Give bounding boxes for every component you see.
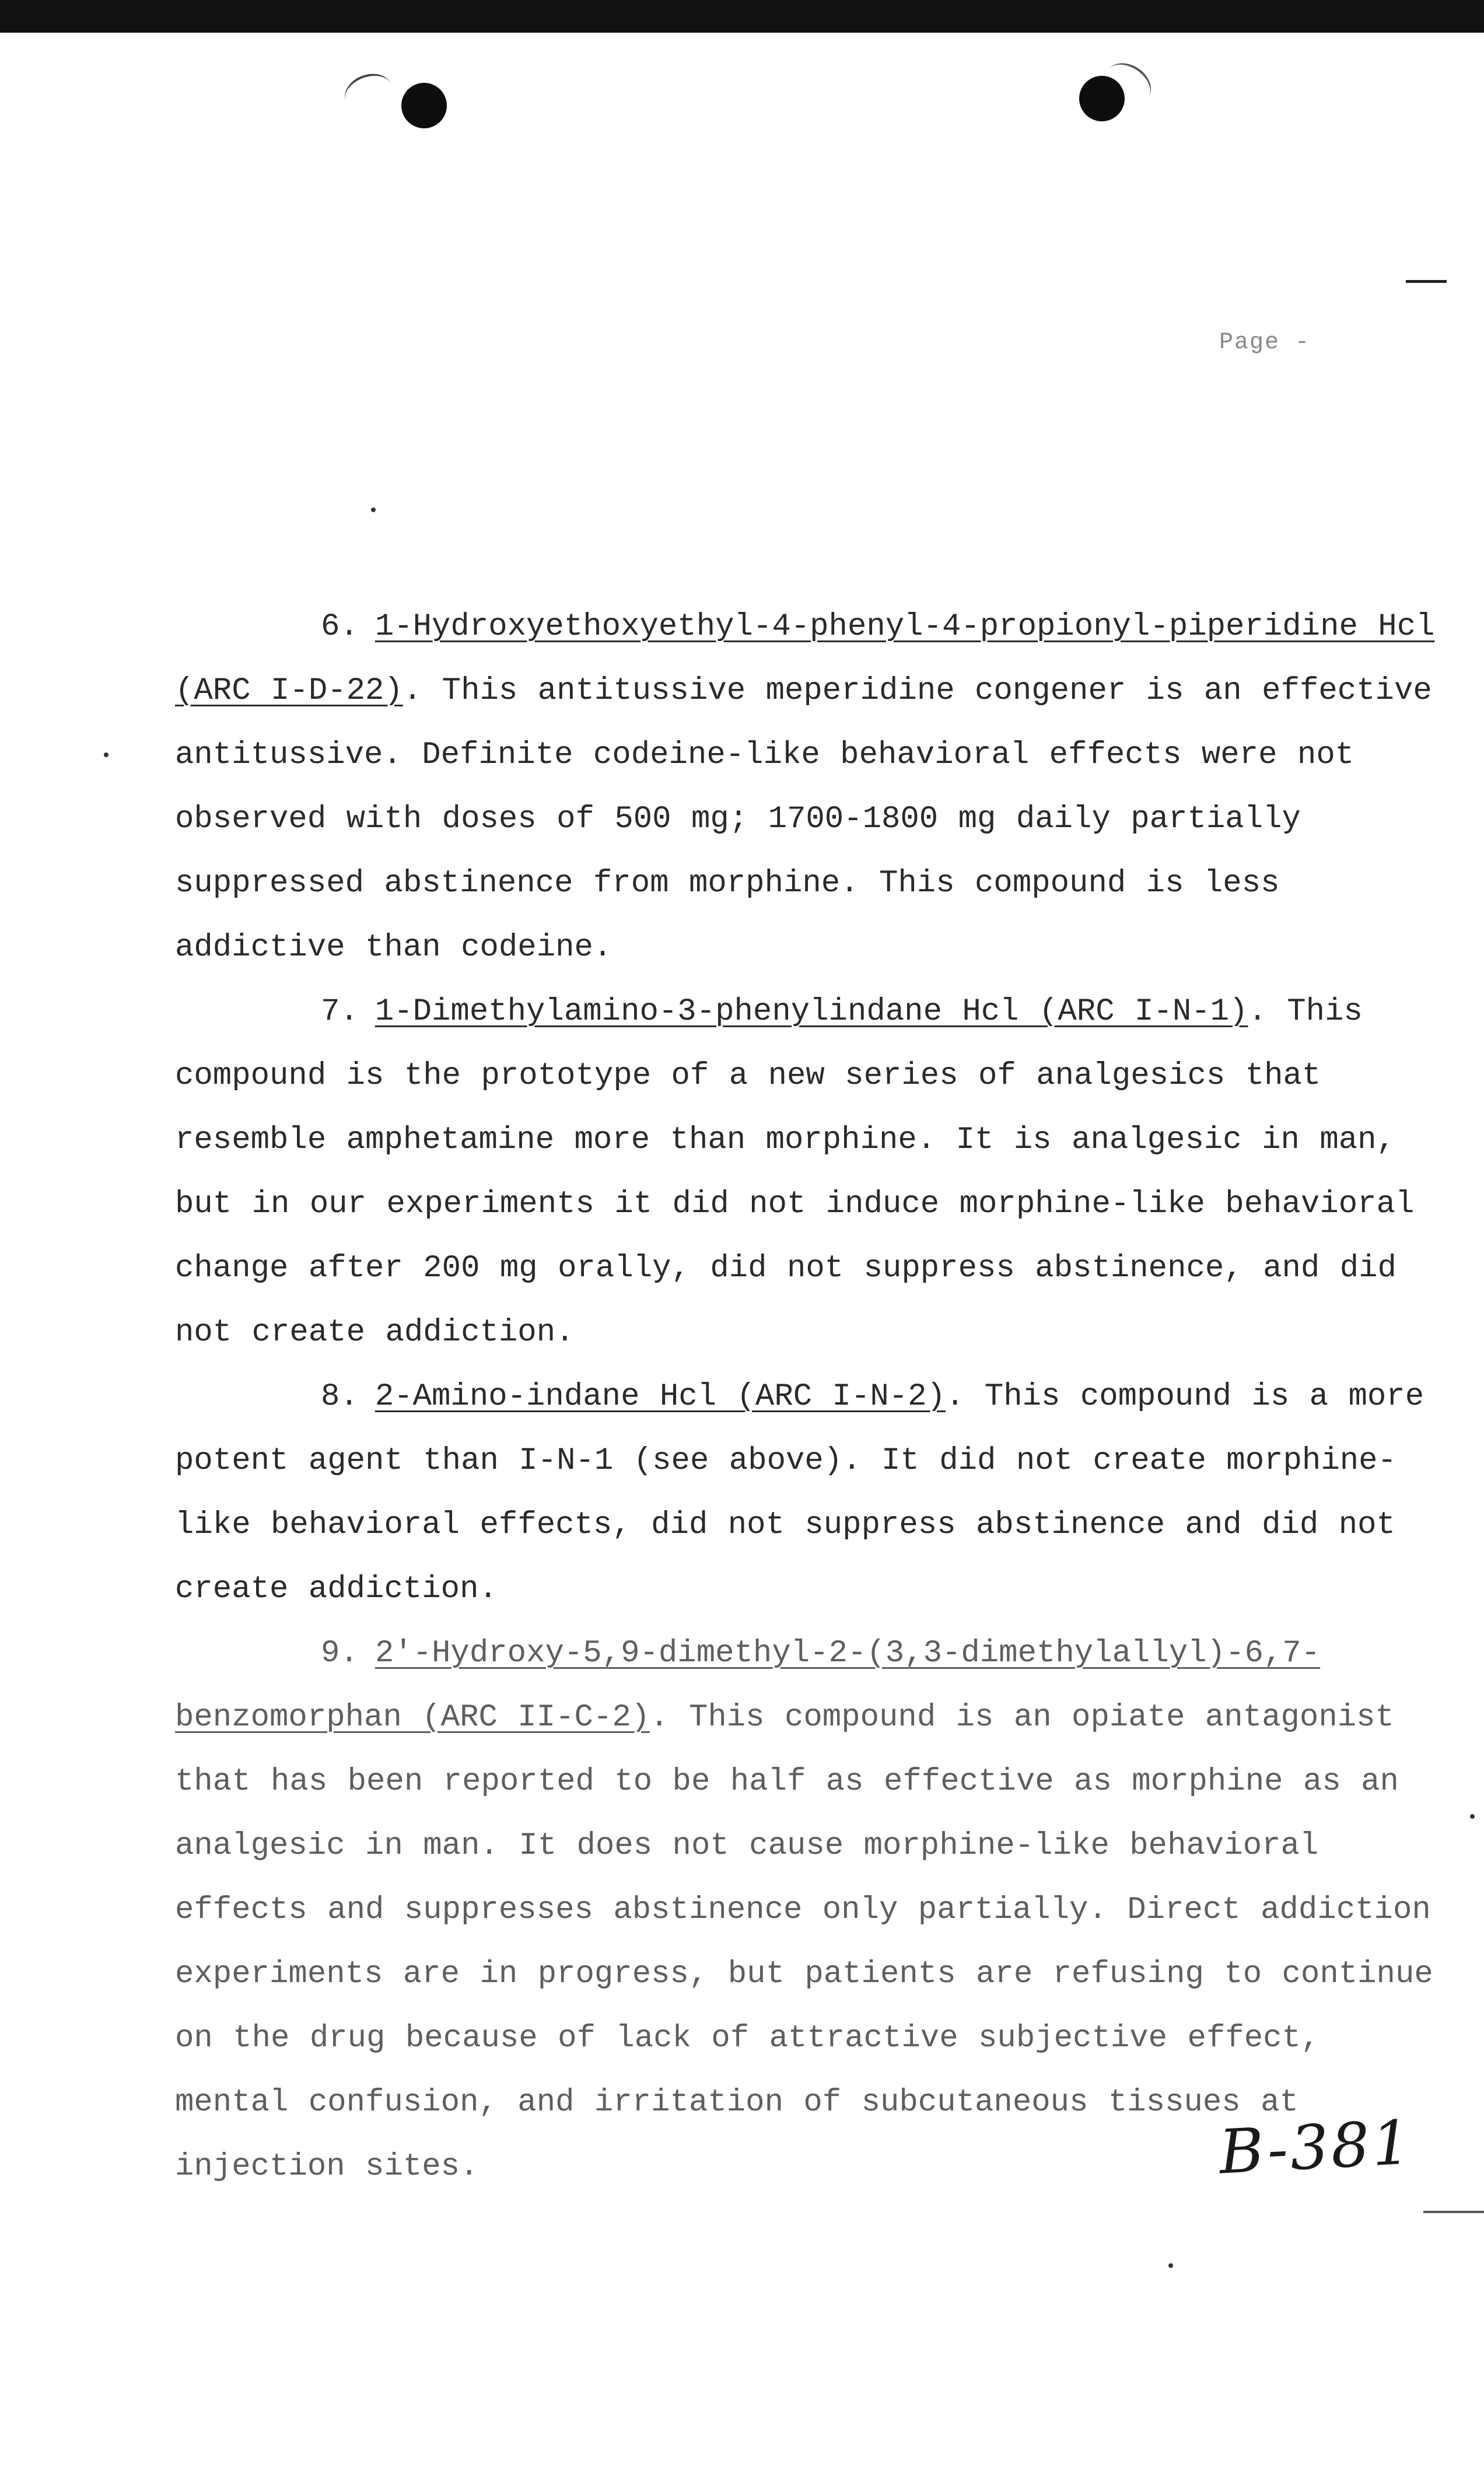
scan-speck: [371, 507, 376, 512]
item-number: 7.: [321, 994, 359, 1030]
item-text: . This antitussive meperidine congener is an effective antitussive. Definite codeine-like behavioral effects were not observed with doses of 500 mg; 1700-1800 mg daily partially suppressed abstinence from morphine. This compound is less addictive than codeine.: [175, 673, 1432, 965]
scan-top-border: [0, 0, 1484, 33]
compound-title: 2'-Hydroxy-5,9-dimethyl-2-(3,3-dimethylallyl)-6,7-benzomorphan (ARC II-C-2): [175, 1636, 1321, 1735]
item-number: 9.: [321, 1636, 359, 1671]
document-body: [175, 595, 1435, 2199]
item-text: . This compound is the prototype of a new series of analgesics that resemble amphetamine more than morphine. It is analgesic in man, but in our experiments it did not induce morphine-like behavioral change after 200 mg orally, did not suppress abstinence, and did not create addiction.: [175, 994, 1415, 1350]
margin-mark-top: [1406, 280, 1447, 283]
item-number: 8.: [321, 1379, 359, 1415]
item-text: . This compound is an opiate antagonist that has been reported to be half as effective as morphine as an analgesic in man. It does not cause morphine-like behavioral effects and suppresses abstinence only partially. Direct addiction experiments are in progress, but patients are refusing to continue on the drug because of lack of attractive subjective effect, mental confusion, and irritation of subcutaneous tissues at injection sites.: [175, 1700, 1433, 2185]
compound-title: 2-Amino-indane Hcl (ARC I-N-2): [374, 1379, 946, 1415]
paragraph-item-9: [175, 1622, 1435, 2199]
handwritten-document-code: B-381: [1217, 2106, 1415, 2188]
paragraph-item-8: [175, 1365, 1435, 1622]
item-number: 6.: [321, 609, 359, 645]
margin-mark-bottom: [1423, 2211, 1484, 2213]
scan-speck: [1168, 2263, 1173, 2268]
scan-speck: [104, 752, 108, 757]
compound-title: 1-Dimethylamino-3-phenylindane Hcl (ARC I-N-1): [374, 994, 1248, 1030]
scan-speck: [1470, 1814, 1475, 1819]
paragraph-item-7: [175, 980, 1435, 1365]
punch-hole-left: [401, 83, 447, 128]
item-text: . This compound is a more potent agent than I-N-1 (see above). It did not create morphine-like behavioral effects, did not suppress abstinence and did not create addiction.: [175, 1379, 1424, 1607]
paragraph-item-6: [175, 595, 1435, 980]
compound-title: 1-Hydroxyethoxyethyl-4-phenyl-4-propionyl-piperidine Hcl (ARC I-D-22): [175, 609, 1435, 709]
page-label: Page -: [1219, 330, 1311, 356]
punch-hole-arc-left: [340, 68, 398, 120]
